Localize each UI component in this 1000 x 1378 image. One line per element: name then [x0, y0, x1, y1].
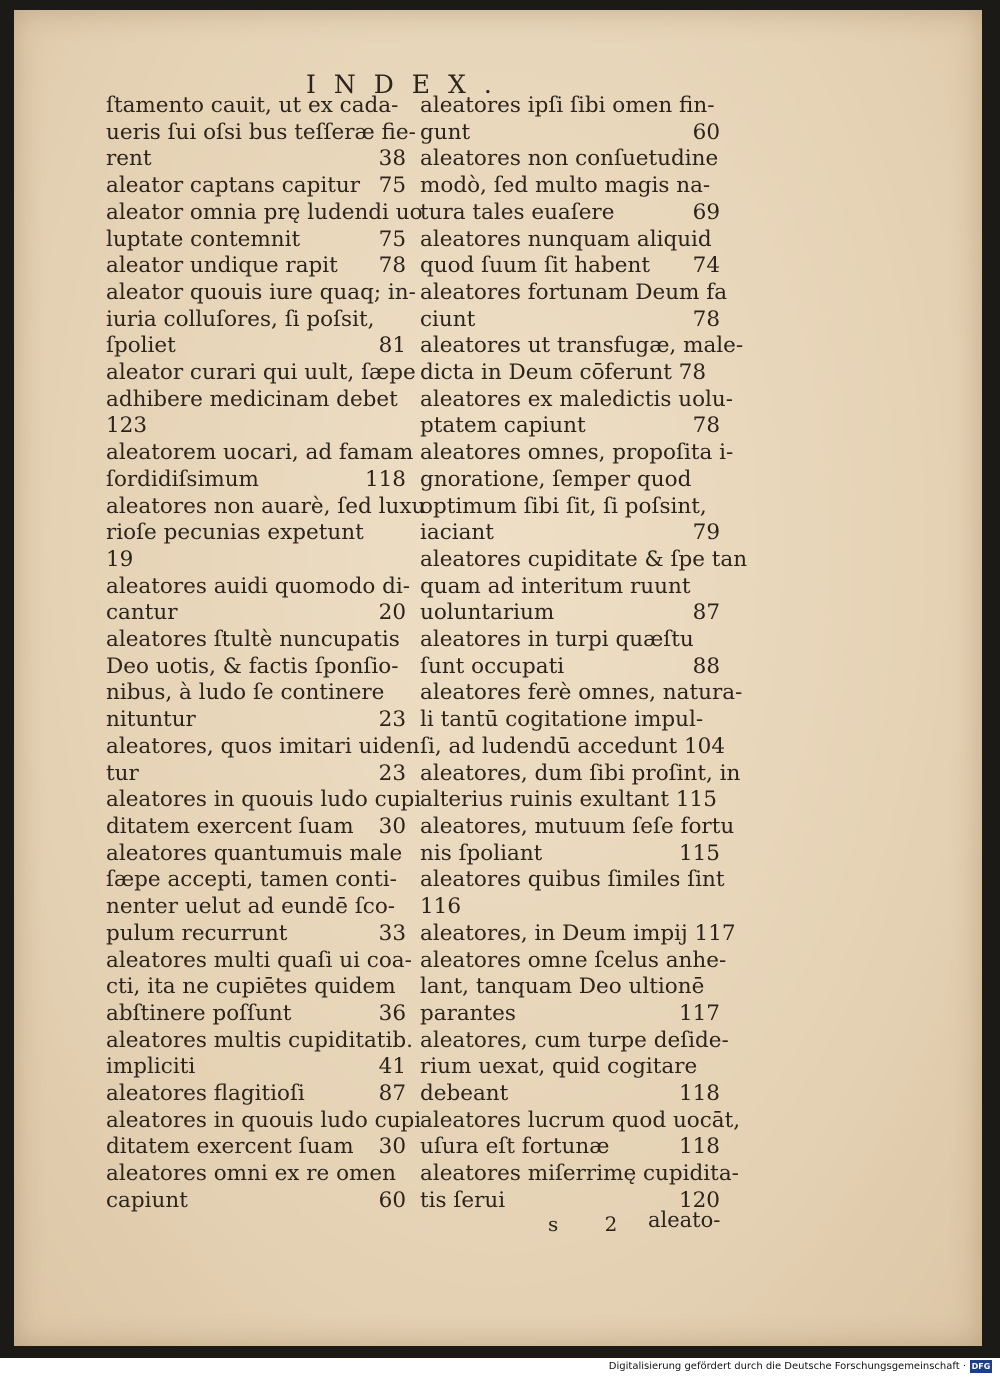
entry-line: optimum ſibi ſit, ſi poſsint, [420, 493, 707, 519]
entry-line: nis ſpoliant [420, 840, 543, 866]
entry-line: ditatem exercent ſuam [106, 1134, 354, 1160]
entry-line: capiunt [106, 1187, 188, 1213]
entry-line: aleatores in turpi quæſtu [420, 627, 694, 653]
entry-line: aleatores in quouis ludo cupi [106, 1107, 422, 1133]
entry-line: aleator omnia prę ludendi uo [106, 199, 423, 225]
entry-line: aleatores auidi quomodo di- [106, 573, 411, 599]
index-column-right [420, 93, 748, 1215]
entry-line: aleatores non conſuetudine [420, 146, 719, 172]
page-number: 33 [378, 920, 406, 946]
page-number: 118 [364, 466, 406, 492]
index-entry [420, 760, 741, 814]
entry-line: debeant [420, 1081, 509, 1107]
signature-mark: s 2 [548, 1212, 638, 1236]
index-entry [420, 1161, 739, 1214]
index-entry [106, 627, 406, 734]
entry-line: rent [106, 146, 152, 172]
index-entry [420, 680, 743, 760]
index-entry [106, 1081, 406, 1108]
index-entry [106, 573, 411, 627]
page-number: 74 [692, 253, 720, 279]
index-entry [420, 920, 736, 948]
page-number: 117 [678, 1000, 720, 1026]
entry-line-with-page [106, 466, 406, 494]
entry-line: tur [106, 760, 139, 786]
index-entry [420, 813, 735, 867]
page-number: 23 [378, 760, 406, 786]
entry-line-with-page [106, 1134, 406, 1161]
entry-line: aleatores fortunam Deum fa [420, 279, 728, 305]
entry-line: gnoratione, ſemper quod [420, 466, 692, 492]
entry-line: aleatores ut transfugæ, male- [420, 333, 744, 359]
entry-line-with-page [420, 306, 720, 334]
entry-line: Deo uotis, & factis ſponſio- [106, 653, 399, 679]
entry-line: aleatores omne ſcelus anhe- [420, 947, 727, 973]
entry-line-with-page [106, 1054, 406, 1081]
page-number: 87 [692, 600, 720, 626]
entry-line: adhibere medicinam debet [106, 386, 398, 412]
entry-line: rioſe pecunias expetunt [106, 520, 364, 546]
entry-line: aleator captans capitur [106, 173, 360, 199]
entry-line-with-page [106, 333, 406, 360]
entry-line: aleatores quibus ſimiles ſint [420, 867, 725, 893]
entry-line: aleatores omni ex re omen [106, 1161, 396, 1187]
entry-line: aleatores multis cupiditatib. [106, 1027, 413, 1053]
index-entry [106, 1027, 413, 1081]
index-entry [106, 279, 416, 360]
index-entry [106, 1161, 406, 1214]
page-number: 87 [378, 1081, 406, 1107]
entry-line: ſtamento cauit, ut ex cada- [106, 93, 399, 118]
entry-line: iaciant [420, 520, 494, 546]
entry-line: ptatem capiunt [420, 413, 586, 439]
page-number: 88 [692, 653, 720, 679]
index-entry [420, 93, 720, 146]
index-entry [420, 440, 734, 547]
entry-line: nibus, à ludo ſe continere [106, 680, 385, 706]
entry-line: ſæpe accepti, tamen conti- [106, 867, 397, 893]
entry-line: nenter uelut ad eundē ſco- [106, 894, 396, 920]
entry-line: ſpoliet [106, 333, 176, 359]
index-entry [106, 947, 412, 1028]
entry-line: uſura eſt fortunæ [420, 1134, 610, 1160]
page-number: 78 [692, 306, 720, 332]
entry-line-with-page [106, 1000, 406, 1028]
entry-line: aleatorem uocari, ad famam [106, 440, 414, 466]
entry-line: ditatem exercent ſuam [106, 813, 354, 839]
entry-line: tura tales euaſere [420, 199, 615, 225]
index-entry [420, 227, 720, 280]
page-number: 78 [378, 253, 406, 279]
index-column-left [106, 93, 426, 1215]
entry-line: tis ſerui [420, 1187, 506, 1213]
index-entry [106, 360, 416, 440]
page-number: 81 [378, 333, 406, 359]
entry-line: aleatores, in Deum impij 117 [420, 920, 736, 946]
entry-line: aleatores nunquam aliquid [420, 226, 712, 252]
entry-line-with-page [420, 119, 720, 147]
entry-line: gunt [420, 119, 471, 145]
page-number: 23 [378, 707, 406, 733]
page-number: 36 [378, 1000, 406, 1026]
index-entry [420, 1107, 741, 1161]
page-number: 60 [692, 119, 720, 145]
index-entry [106, 841, 406, 948]
page-number: 60 [378, 1187, 406, 1213]
page-number: 20 [378, 600, 406, 626]
entry-line: aleatores miſerrimę cupidita- [420, 1161, 739, 1187]
entry-line: iuria colluſores, ſi poſsit, [106, 306, 375, 332]
index-entry [420, 947, 727, 1028]
entry-line: aleator curari qui uult, ſæpe [106, 360, 416, 386]
page-number: 120 [678, 1187, 720, 1213]
entry-line: aleatores flagitioſi [106, 1081, 305, 1107]
index-entry [420, 279, 728, 333]
entry-line-with-page [106, 1081, 406, 1108]
index-entry [106, 733, 420, 787]
page-number: 38 [378, 146, 406, 172]
entry-line: aleatores lucrum quod uocāt, [420, 1107, 741, 1133]
page-number: 69 [692, 199, 720, 225]
entry-line-with-page [420, 840, 720, 868]
entry-line: quod ſuum ſit habent [420, 253, 650, 279]
index-entry [106, 1107, 422, 1161]
page-number: 30 [378, 813, 406, 839]
entry-line-with-page [420, 1081, 720, 1108]
entry-line-with-page [106, 600, 406, 627]
entry-line: aleator quouis iure quaq; in- [106, 279, 416, 305]
entry-line: li tantū cogitatione impul- [420, 707, 704, 733]
entry-line: uoluntarium [420, 600, 555, 626]
entry-line-with-page [106, 253, 406, 280]
entry-line: aleatores ſtultè nuncupatis [106, 627, 400, 653]
page-number: 41 [378, 1054, 406, 1080]
page-number: 30 [378, 1134, 406, 1160]
entry-line-with-page [106, 707, 406, 734]
entry-line: ciunt [420, 306, 476, 332]
entry-line-with-page [420, 413, 720, 440]
entry-line: aleatores in quouis ludo cupi [106, 787, 422, 813]
dfg-logo: DFG [971, 1362, 991, 1371]
page-header: INDEX. [306, 70, 510, 99]
entry-line-with-page [420, 653, 720, 681]
entry-line: aleatores quantumuis male [106, 840, 403, 866]
entry-line-with-page [106, 920, 406, 948]
index-entry [420, 546, 748, 627]
page-number: 78 [692, 413, 720, 439]
entry-line: rium uexat, quid cogitare [420, 1054, 698, 1080]
page-number: 79 [692, 520, 720, 546]
entry-line-with-page [420, 1134, 720, 1161]
entry-line: 19 [106, 546, 134, 572]
entry-line: alterius ruinis exultant 115 [420, 787, 717, 813]
page-number: 118 [678, 1081, 720, 1107]
page-number: 115 [678, 840, 720, 866]
index-entry [106, 440, 414, 493]
entry-line: ſunt occupati [420, 653, 565, 679]
entry-line: luptate contemnit [106, 226, 301, 252]
entry-line: 123 [106, 413, 148, 439]
entry-line: impliciti [106, 1054, 196, 1080]
entry-line-with-page [106, 760, 406, 788]
digitization-credit: Digitalisierung gefördert durch die Deutsche Forschungsgemeinschaft · [608, 1361, 966, 1372]
entry-line: dicta in Deum cōferunt 78 [420, 360, 707, 386]
entry-line: aleatores non auarè, ſed luxu [106, 493, 426, 519]
entry-line-with-page [420, 1000, 720, 1028]
index-entry [106, 199, 423, 253]
entry-line: pulum recurrunt [106, 920, 288, 946]
index-entry [420, 386, 734, 440]
entry-line: nituntur [106, 707, 196, 733]
entry-line-with-page [106, 173, 406, 200]
entry-line: cantur [106, 600, 178, 626]
entry-line-with-page [420, 600, 720, 627]
entry-line: aleatores ipſi ſibi omen fin- [420, 93, 715, 118]
page-number: 75 [378, 173, 406, 199]
index-entry [420, 146, 720, 226]
index-entry [106, 787, 422, 840]
entry-line: ſi, ad ludendū accedunt 104 [420, 733, 726, 759]
entry-line: abſtinere poſſunt [106, 1000, 292, 1026]
index-entry [420, 333, 744, 386]
entry-line: modò, ſed multo magis na- [420, 173, 711, 199]
entry-line-with-page [106, 226, 406, 254]
entry-line-with-page [106, 1187, 406, 1215]
index-entry [420, 1027, 729, 1108]
index-entry [106, 93, 416, 173]
index-entry [106, 173, 406, 200]
entry-line: aleatores omnes, propoſita i- [420, 440, 734, 466]
entry-line: ſordidiſsimum [106, 466, 259, 492]
entry-line-with-page [420, 199, 720, 227]
entry-line: aleatores cupiditate & ſpe tan [420, 546, 748, 572]
index-entry [420, 867, 725, 920]
entry-line: ueris ſui oſsi bus teſſeræ fie- [106, 119, 416, 145]
index-entry [106, 493, 426, 574]
entry-line-with-page [420, 520, 720, 547]
catchword: aleato- [648, 1208, 721, 1232]
entry-line: aleatores ferè omnes, natura- [420, 680, 743, 706]
entry-line-with-page [420, 253, 720, 280]
entry-line-with-page [106, 813, 406, 841]
entry-line: quam ad interitum ruunt [420, 573, 691, 599]
entry-line: aleatores multi quaſi ui coa- [106, 947, 412, 973]
entry-line: aleatores, dum ſibi proſint, in [420, 760, 741, 786]
entry-line: 116 [420, 894, 462, 920]
entry-line-with-page [106, 146, 406, 173]
entry-line: parantes [420, 1000, 516, 1026]
page-number: 118 [678, 1134, 720, 1160]
page-number: 75 [378, 226, 406, 252]
entry-line: aleatores, mutuum ſeſe fortu [420, 813, 735, 839]
index-entry [420, 627, 720, 680]
entry-line: lant, tanquam Deo ultionē [420, 974, 705, 1000]
entry-line: aleatores ex maledictis uolu- [420, 386, 734, 412]
entry-line: aleator undique rapit [106, 253, 338, 279]
entry-line: cti, ita ne cupiētes quidem [106, 974, 396, 1000]
entry-line: aleatores, cum turpe deſide- [420, 1027, 729, 1053]
entry-line: aleatores, quos imitari uiden [106, 733, 420, 759]
index-entry [106, 253, 406, 280]
